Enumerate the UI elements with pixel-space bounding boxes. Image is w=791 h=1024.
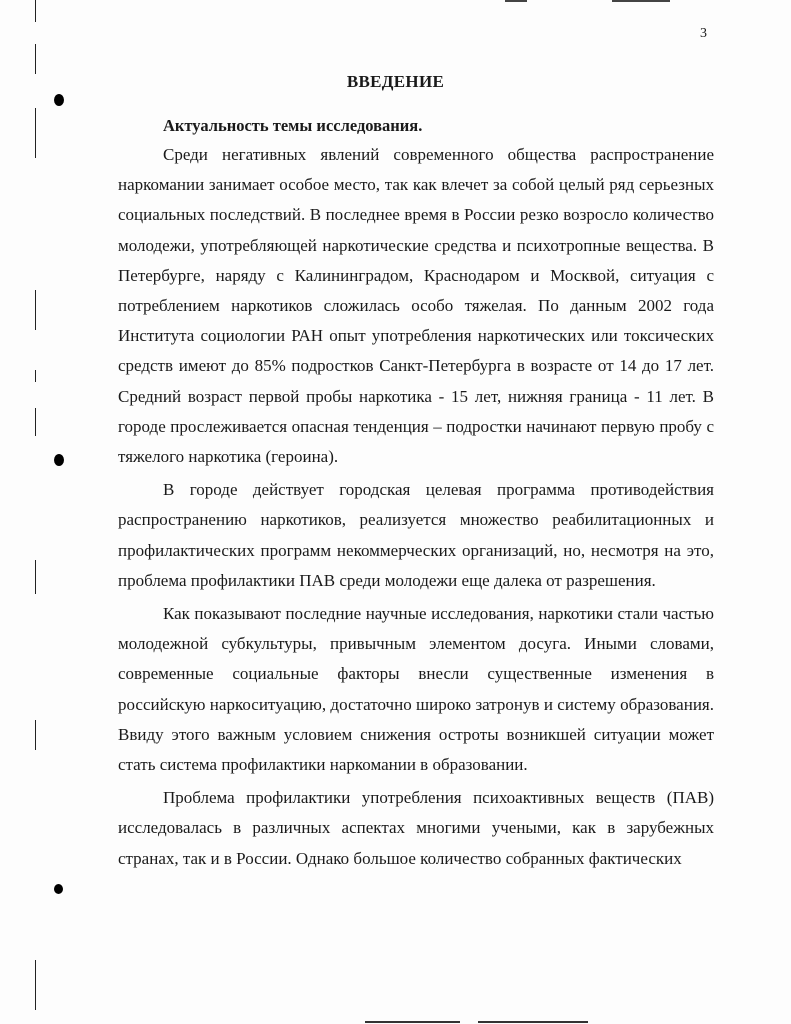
scan-bottom-mark — [478, 1021, 588, 1023]
paragraph: Проблема профилактики употребления психоактивных веществ (ПАВ) исследовалась в различных аспектах многими учеными, как в зарубежных странах, так и в России. Однако большое количество собранных фактических — [118, 788, 714, 868]
punch-hole-dot — [54, 94, 64, 106]
scan-margin-line — [35, 408, 36, 436]
subsection-heading: Актуальность темы исследования. — [163, 116, 423, 135]
punch-hole-dot — [54, 454, 64, 466]
punch-hole-dot — [54, 884, 63, 894]
paragraph: Как показывают последние научные исследования, наркотики стали частью молодежной субкультуры, привычным элементом досуга. Иными словами, современные социальные факторы внесли существенные изменения в российскую наркоситуацию, достаточно широко затронув и систему образования. Ввиду этого важным условием снижения остроты возникшей ситуации может стать система профилактики наркомании в образовании. — [118, 604, 714, 775]
scan-margin-line — [35, 560, 36, 594]
scan-margin-line — [35, 720, 36, 750]
scan-margin-line — [35, 44, 36, 74]
scan-top-mark — [505, 0, 527, 2]
paragraph: В городе действует городская целевая программа противодействия распространению наркотиков, реализуется множество реабилитационных и профилактических программ некоммерческих организаций, но, несмотря на это, проблема профилактики ПАВ среди молодежи еще далека от разрешения. — [118, 480, 714, 590]
body-text — [118, 140, 714, 874]
scan-margin-line — [35, 108, 36, 158]
paragraph: Среди негативных явлений современного общества распространение наркомании занимает особое место, так как влечет за собой целый ряд серьезных социальных последствий. В последнее время в России резко возросло количество молодежи, употребляющей наркотические средства и психотропные вещества. В Петербурге, наряду с Калининградом, Краснодаром и Москвой, ситуация с потреблением наркотиков сложилась особо тяжелая. По данным 2002 года Института социологии РАН опыт употребления наркотических или токсических средств имеют до 85% подростков Санкт-Петербурга в возрасте от 14 до 17 лет. Средний возраст первой пробы наркотика - 15 лет, нижняя граница - 11 лет. В городе прослеживается опасная тенденция – подростки начинают первую пробу с тяжелого наркотика (героина). — [118, 145, 714, 467]
scan-margin-line — [35, 960, 36, 1010]
scan-margin-line — [35, 0, 36, 22]
scan-top-mark — [612, 0, 670, 2]
scan-margin-line — [35, 370, 36, 382]
scan-margin-line — [35, 290, 36, 330]
scan-bottom-mark — [365, 1021, 460, 1023]
section-heading: ВВЕДЕНИЕ — [346, 72, 445, 91]
page-number: 3 — [700, 26, 707, 41]
